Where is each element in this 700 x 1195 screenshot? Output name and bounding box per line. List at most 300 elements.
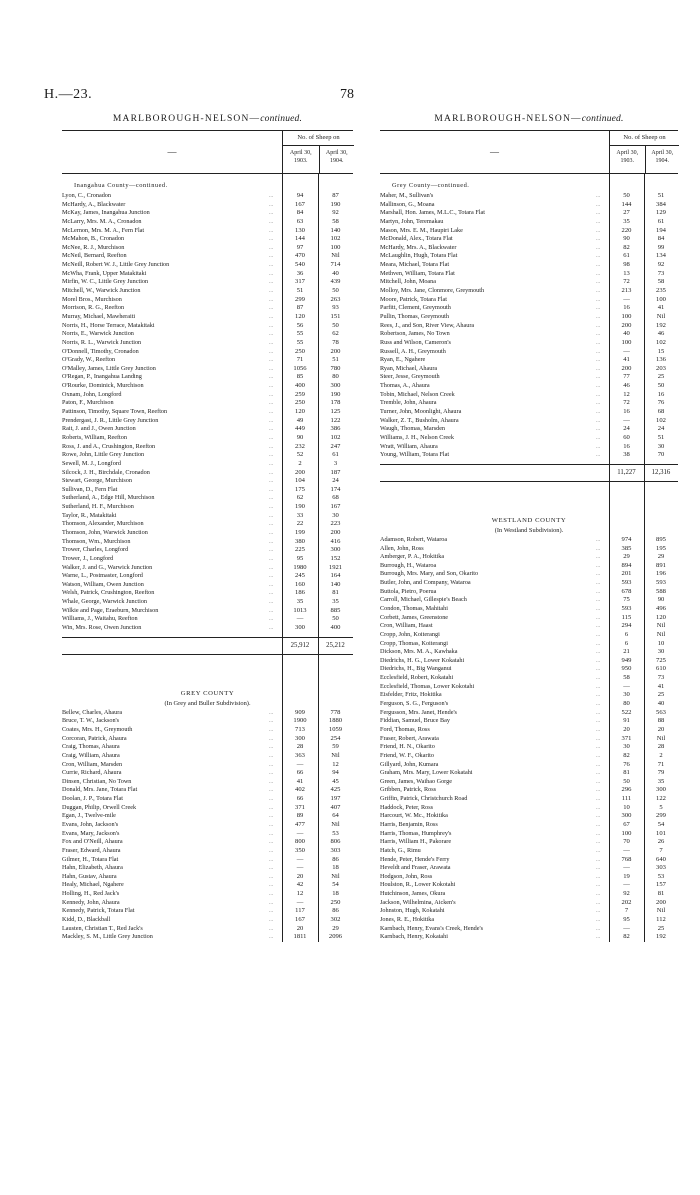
sheep-count-1904: Nil [656,630,666,638]
table-row [62,795,353,804]
sheep-count-1904: 407 [330,803,341,811]
sheep-count-1904: 86 [332,855,339,863]
table-row [62,382,353,391]
sheep-count-1904: 88 [657,717,665,725]
sheep-count-1904: 70 [657,451,665,459]
table-row [62,916,353,925]
sheep-count-1903: 22 [296,520,304,528]
leader-dots: ... [269,590,274,597]
sheep-count-1904: 112 [656,916,666,924]
owner-name: Walker, J. and G., Warwick Junction [62,563,153,571]
table-row [380,579,678,588]
sheep-count-1903: 82 [623,751,630,759]
leader-dots: ... [269,227,274,234]
sheep-count-1903: 62 [296,494,304,502]
leader-dots: ... [269,391,274,398]
sheep-count-1903: 33 [296,511,304,519]
sheep-count-1904: 300 [330,382,341,390]
table-header [62,131,353,174]
sheep-count-1904: 157 [656,881,666,889]
sheep-count-1904: 223 [330,520,341,528]
leader-dots: ... [596,244,601,251]
leader-dots: ... [269,504,274,511]
owner-name: Egan, J., Twelve-mile [62,812,116,820]
sheep-count-1904: 84 [657,235,665,243]
sheep-count-1903: 38 [623,451,630,459]
table-row [62,804,353,813]
sheep-count-1903: 56 [296,321,304,329]
owner-name: Holling, H., Red Jack's [62,890,120,898]
owner-name: Taylor, R., Matakitaki [62,511,117,519]
leader-dots: ... [596,339,601,346]
table-row [62,304,353,313]
leader-dots: ... [269,813,274,820]
leader-dots: ... [269,839,274,846]
owner-name: Currie, Richard, Ahaura [62,769,122,777]
owner-name: Green, James, Waihao Gorge [380,777,452,785]
table-row [62,261,353,270]
table-row [62,607,353,616]
sheep-count-1904: 129 [656,209,666,217]
sheep-count-1903: — [296,864,304,872]
owner-name: Hahn, Elizabeth, Ahaura [62,864,123,872]
table-row [62,581,353,590]
owner-name: Norris, R. L., Warwick Junction [62,338,142,346]
header-dash: — [380,131,610,173]
sheep-count-1904: 178 [330,399,341,407]
table-row [380,356,678,365]
leader-dots: ... [269,417,274,424]
owner-name: Cropp, Thomas, Koiterangi [380,639,448,647]
table-row [380,631,678,640]
table-row [380,536,678,545]
leader-dots: ... [596,649,601,656]
owner-name: Marshall, Hon. James, M.L.C., Totara Flat [380,209,485,217]
leader-dots: ... [269,934,274,941]
owner-name: Friend, W. F., Okarito [380,751,434,759]
sheep-count-1903: 20 [623,725,630,733]
owner-name: Fraser, Edward, Ahaura [62,846,121,854]
sheep-count-1904: 780 [330,364,341,372]
leader-dots: ... [269,616,274,623]
table-row [62,391,353,400]
table-row [380,778,678,787]
leader-dots: ... [269,331,274,338]
leader-dots: ... [269,365,274,372]
owner-name: Thomas, A., Ahaura [380,382,430,390]
leader-dots: ... [596,614,601,621]
owner-name: Fox and O'Neill, Ahaura [62,838,123,846]
leader-dots: ... [596,822,601,828]
leader-dots: ... [596,752,601,759]
owner-name: Fiddian, Samuel, Bruce Bay [380,717,450,725]
column-title [62,112,353,126]
sheep-count-1904: 68 [657,408,665,416]
table-row [380,261,678,270]
sheep-count-1904: 20 [657,725,665,733]
leader-dots: ... [269,735,274,742]
owner-name: Walker, Z. T., Busholm, Ahaura [380,416,459,424]
owner-name: Cropp, John, Koiterangi [380,630,440,638]
leader-dots: ... [596,210,601,217]
sheep-count-1904: 71 [657,760,665,768]
owner-name: Mirfin, W. C., Little Grey Junction [62,278,149,286]
sheep-count-1903: 400 [295,382,305,390]
leader-dots: ... [596,856,601,863]
sheep-count-1904: 90 [657,596,665,604]
table-row [62,624,353,633]
sheep-count-1903: 50 [623,192,630,199]
table-row [62,769,353,778]
sheep-count-1903: 100 [621,338,632,346]
sheep-count-1904: 195 [656,544,666,552]
owner-name: Harris, William H., Pakorare [380,838,452,846]
table-row [380,218,678,227]
sheep-count-1903: 167 [295,200,305,208]
sheep-count-1904: 30 [332,511,339,519]
leader-dots: ... [269,296,274,303]
sheep-count-1904: 300 [330,546,341,554]
owner-name: Stewart, George, Murchison [62,477,132,485]
table-row [62,512,353,521]
sheep-count-1903: 202 [621,898,632,906]
owner-name: Kennedy, Patrick, Totara Flat [62,907,135,915]
leader-dots: ... [596,545,601,552]
header-counts [283,131,354,173]
table-row [62,270,353,279]
sheep-count-1903: 55 [296,338,304,346]
table-row [380,562,678,571]
table-row [380,330,678,339]
owner-name: Kidd, D., Blackball [62,916,111,924]
leader-dots: ... [269,253,274,260]
table-row [380,881,678,890]
sheep-count-1903: 2 [298,459,302,467]
sheep-count-1904: 640 [656,855,666,863]
table-row [380,674,678,683]
sheep-count-1904: 300 [656,786,666,794]
owner-name: Whale, George, Warwick Junction [62,598,148,606]
sheep-count-1904: 200 [330,347,341,355]
table-row [380,769,678,778]
owner-name: Martyn, John, Teremakau [380,217,444,225]
table-row [62,218,353,227]
sheep-count-1903: 85 [296,373,304,381]
sheep-count-1903: 84 [296,209,304,217]
sheep-count-1904: 496 [656,604,666,612]
owner-name: Wratt, William, Ahaura [380,442,438,450]
sheep-count-1904: 53 [657,872,665,880]
owner-name: Oxnam, John, Longford [62,390,122,398]
owner-name: Silcock, J. H., Birchdale, Cronadon [62,468,150,476]
leader-dots: ... [269,607,274,614]
sheep-count-1903: 94 [296,192,304,199]
header-counts [610,131,679,173]
sheep-count-1903: 213 [621,287,632,295]
table-row [62,717,353,726]
leader-dots: ... [596,571,601,578]
sheep-count-1904: 25 [657,924,665,932]
sheep-count-1904: 5 [659,803,663,811]
sheep-count-1904: 54 [657,821,665,828]
sheep-count-1903: 104 [295,477,305,485]
sheep-count-1903: 66 [296,795,304,803]
header-year-1904: April 30, 1904. [645,146,680,173]
table-row [380,278,678,287]
table-row [62,529,353,538]
leader-dots: ... [596,201,601,208]
sheep-count-1904: 235 [656,287,666,295]
leader-dots: ... [269,873,274,880]
table-row [380,761,678,770]
sheep-count-1903: 371 [621,734,632,742]
sheep-count-1904: 86 [332,907,339,915]
owner-name: O'Grady, W., Reefton [62,356,116,364]
leader-dots: ... [269,555,274,562]
sheep-count-1904: 102 [656,338,666,346]
owner-name: Bruce, T. W., Jackson's [62,717,120,725]
owner-name: Roberts, William, Reefton [62,433,127,441]
owner-name: Dinsen, Christian, No Town [62,777,132,785]
table-row [62,709,353,718]
leader-dots: ... [269,383,274,390]
owner-name: Watson, William, Owen Junction [62,580,144,588]
owner-name: Ryan, E., Ngahere [380,356,426,364]
owner-name: Steer, Jesse, Greymouth [380,373,440,381]
header-sheep-count-label: No. of Sheep on [283,131,354,146]
owner-name: Parfitt, Clement, Greymouth [380,304,451,312]
table-row [380,235,678,244]
sheep-count-1903: 200 [621,364,632,372]
sheep-count-1903: 30 [623,691,630,699]
table-row [62,373,353,382]
sheep-count-1903: 87 [296,304,304,312]
owner-name: Mason, Mrs. E. M., Haupiri Lake [380,226,463,234]
leader-dots: ... [269,761,274,768]
owner-name: Craig, Thomas, Ahaura [62,743,120,751]
leader-dots: ... [596,726,601,733]
owner-name: Ecclesfield, Thomas, Lower Kokotahi [380,682,475,690]
table-row [62,598,353,607]
owner-name: Adamson, Robert, Wataroa [380,535,448,543]
table-row [380,425,678,434]
owner-name: Thomson, John, Warwick Junction [62,528,148,536]
sheep-count-1903: 225 [295,546,305,554]
sheep-count-1903: 100 [621,312,632,320]
owner-name: Hahn, Gustav, Ahaura [62,872,117,880]
leader-dots: ... [269,564,274,571]
owner-name: Evans, Mary, Jackson's [62,829,120,837]
total-1904: 12,316 [651,468,671,476]
sheep-count-1903: 89 [296,812,304,820]
owner-name: Condon, Thomas, Mahitahi [380,604,448,612]
sheep-count-1903: 71 [296,356,304,364]
leader-dots: ... [596,597,601,604]
owner-name: McKay, James, Inangahua Junction [62,209,150,217]
sheep-count-1903: 72 [623,399,630,407]
sheep-count-1903: 41 [623,356,630,364]
owner-name: Mackley, S. M., Little Grey Junction [62,933,153,941]
table-row [380,700,678,709]
sheep-count-1903: 19 [623,872,630,880]
table-row [380,933,678,942]
leader-dots: ... [269,709,274,716]
leader-dots: ... [269,443,274,450]
table-row [62,821,353,830]
sheep-count-1904: Nil [331,872,340,880]
table-row [62,572,353,581]
sheep-count-1904: 2 [659,751,663,759]
total-1904: 25,212 [326,641,345,649]
sheep-count-1903: 55 [296,330,304,338]
sheep-count-1904: 1880 [328,717,343,725]
sheep-count-1904: 891 [656,561,666,569]
sheep-count-1903: 50 [623,777,630,785]
owner-name: Murray, Michael, Mawheraiti [62,312,136,320]
leader-dots: ... [269,469,274,476]
sheep-count-1904: 78 [332,338,339,346]
sheep-count-1904: 302 [330,916,341,924]
right-column [380,112,678,942]
owner-name: Rowe, John, Little Grey Junction [62,451,145,459]
sheep-count-1904: 247 [330,442,341,450]
leader-dots: ... [596,331,601,338]
table-row [380,209,678,218]
leader-dots: ... [269,270,274,277]
table-row [62,287,353,296]
table-row [380,640,678,649]
table-row [380,717,678,726]
sheep-count-1903: — [623,347,630,355]
leader-dots: ... [596,313,601,320]
sheep-count-1903: 201 [621,570,632,578]
table-row [380,622,678,631]
table-row [380,443,678,452]
table-row [380,348,678,357]
sheep-count-1904: 92 [332,209,339,217]
owner-name: Maher, M., Sullivan's [380,192,434,199]
leader-dots: ... [269,882,274,889]
owner-name: Harris, Thomas, Humphrey's [380,829,452,837]
sheep-count-1903: 58 [623,674,630,682]
table-row [62,786,353,795]
sheep-count-1904: 54 [332,881,339,889]
leader-dots: ... [269,339,274,346]
leader-dots: ... [596,692,601,699]
sheep-count-1904: 68 [332,494,339,502]
table-row [380,864,678,873]
leader-dots: ... [596,830,601,837]
sheep-count-1904: 18 [332,890,339,898]
owner-name: Tremble, John, Ahaura [380,399,437,407]
table-row [62,330,353,339]
leader-dots: ... [269,581,274,588]
table-row [62,425,353,434]
leader-dots: ... [596,623,601,630]
sheep-count-1903: 111 [621,795,632,803]
table-row [380,657,678,666]
table-row [380,830,678,839]
owner-name: Sutherland, H. F., Murchison [62,503,134,511]
sheep-count-1904: 120 [656,613,666,621]
sheep-count-1903: — [623,924,630,932]
leader-dots: ... [596,305,601,312]
owner-name: Lyon, C., Cronadon [62,192,111,199]
owner-name: Johnston, Hugh, Kokatahi [380,907,445,915]
sheep-count-1904: 384 [656,200,666,208]
owner-name: McHardy, Mrs. A., Blackwater [380,243,457,251]
sheep-count-1903: 13 [623,269,630,277]
sheep-count-1903: 522 [621,708,632,716]
table-row [380,709,678,718]
total-label-blank [62,638,282,654]
table-body [380,174,678,942]
owner-name: Healy, Michael, Ngahere [62,881,124,889]
sheep-count-1904: 18 [332,864,339,872]
sheep-count-1904: 439 [330,278,341,286]
sheep-count-1904: 41 [657,304,665,312]
sheep-count-1903: 950 [621,665,632,673]
sheep-count-1904: 593 [656,579,666,587]
sheep-count-1904: 895 [656,535,666,543]
sheep-count-1903: 1980 [293,563,307,571]
sheep-count-1903: 130 [295,226,305,234]
owner-name: Diedrichs, H., Big Wanganui [380,665,452,673]
owner-name: Hatch, G., Rimu [380,846,421,854]
owner-name: Waugh, Thomas, Marsden [380,425,446,433]
sheep-count-1904: 151 [330,312,341,320]
leader-dots: ... [269,787,274,794]
table-row [380,907,678,916]
sheep-count-1904: 200 [656,898,666,906]
sheep-count-1903: 80 [623,700,630,708]
owner-name: Evans, John, Jackson's [62,821,119,828]
leader-dots: ... [596,787,601,794]
sheep-count-1903: 77 [623,373,630,381]
table-row [62,925,353,934]
total-1903: 11,227 [617,468,636,476]
owner-name: Cron, William, Marsden [62,760,123,768]
leader-dots: ... [269,865,274,872]
sheep-count-1903: — [296,615,304,623]
leader-dots: ... [596,262,601,269]
leader-dots: ... [596,270,601,277]
sheep-count-1903: 540 [295,261,305,269]
section-title: WESTLAND COUNTY [491,516,567,524]
owner-name: Tobin, Michael, Nelson Creek [380,390,455,398]
sheep-count-1903: 66 [296,769,304,777]
sheep-count-1903: 120 [295,312,305,320]
leader-dots: ... [596,374,601,381]
table-row [380,735,678,744]
owner-name: Mallinson, G., Moana [380,200,435,208]
sheep-count-1903: 470 [295,252,305,260]
table-row [62,235,353,244]
leader-dots: ... [596,701,601,708]
sheep-count-1904: 192 [656,933,666,941]
table-row [380,545,678,554]
sheep-count-1903: 35 [623,217,630,225]
leader-dots: ... [269,218,274,225]
leader-dots: ... [596,434,601,441]
leader-dots: ... [596,279,601,286]
sheep-count-1903: 363 [295,751,305,759]
owner-name: Sutherland, A., Edge Hill, Murchison [62,494,155,502]
sheep-count-1904: 152 [330,554,341,562]
sheep-count-1903: 1811 [293,933,307,941]
sheep-count-1903: 974 [621,535,632,543]
page-number: 78 [340,87,354,102]
